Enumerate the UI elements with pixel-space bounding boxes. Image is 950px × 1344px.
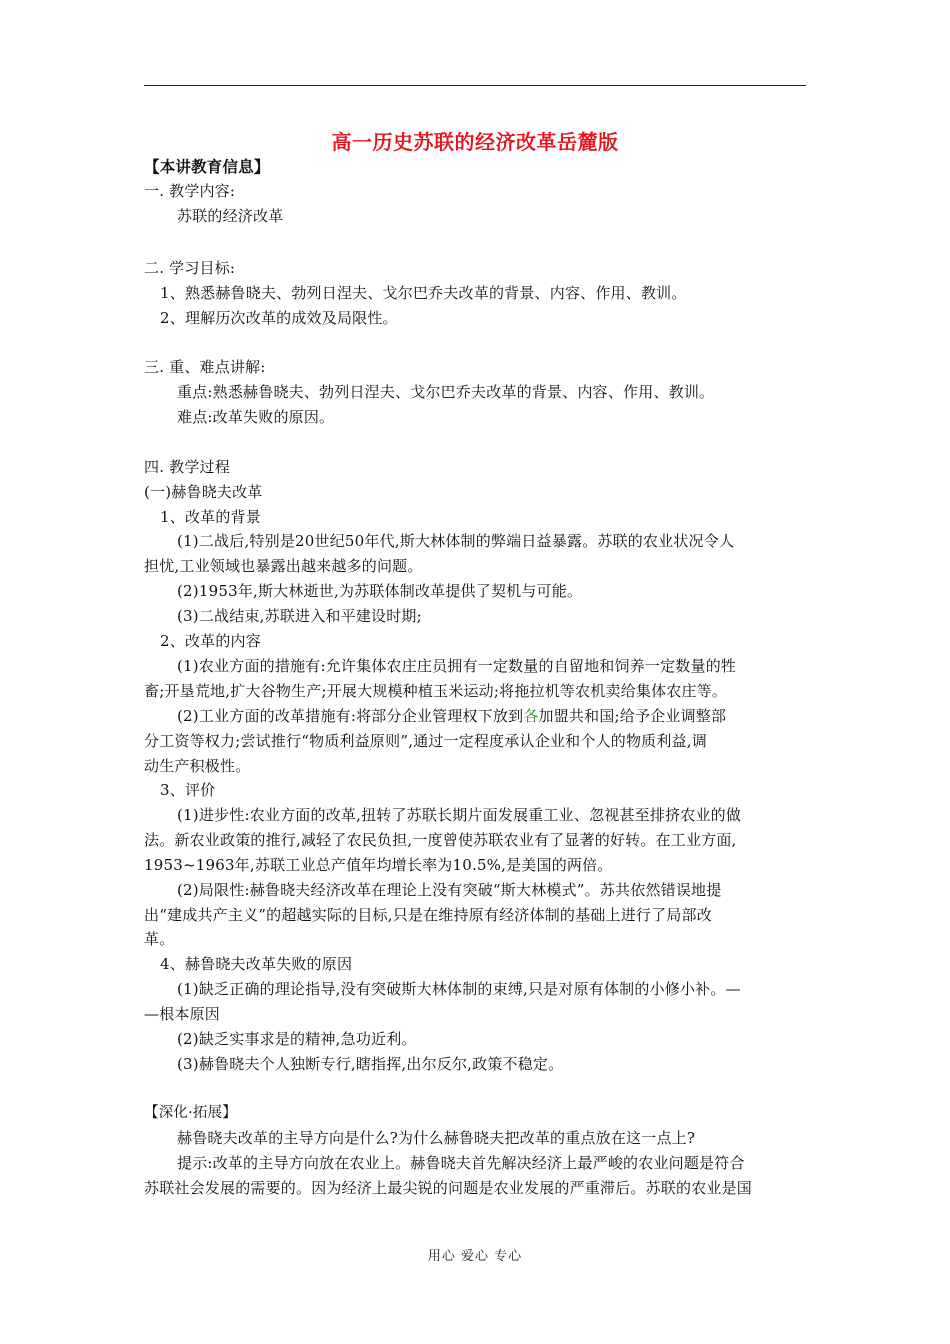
evaluation-heading: 3、评价 (160, 781, 216, 799)
failure-item-3: (3)赫鲁晓夫个人独断专行,瞎指挥,出尔反尔,政策不稳定。 (177, 1055, 564, 1073)
evaluation-item-2-line-2: 出“建成共产主义”的超越实际的目标,只是在维持原有经济体制的基础上进行了局部改 (144, 906, 712, 924)
difficult-point: 难点:改革失败的原因。 (177, 408, 335, 426)
failure-item-1-line-2: —根本原因 (144, 1005, 221, 1023)
page-footer: 用心 爱心 专心 (427, 1249, 523, 1264)
section-1-content: 苏联的经济改革 (177, 207, 284, 225)
header-rule (144, 85, 806, 86)
background-heading: 1、改革的背景 (160, 508, 261, 526)
part-1-heading: (一)赫鲁晓夫改革 (144, 483, 263, 501)
evaluation-item-1-line-1: (1)进步性:农业方面的改革,扭转了苏联长期片面发展重工业、忽视甚至排挤农业的做 (177, 806, 742, 824)
section-2-heading: 二. 学习目标: (144, 259, 236, 277)
evaluation-item-2-line-3: 革。 (144, 930, 175, 948)
evaluation-item-1-line-2: 法。新农业政策的推行,减轻了农民负担,一度曾使苏联农业有了显著的好转。在工业方面, (144, 831, 737, 849)
content-item-1-line-2: 畜;开垦荒地,扩大谷物生产;开展大规模种植玉米运动;将拖拉机等农机卖给集体农庄等。 (144, 682, 728, 700)
failure-item-1-line-1: (1)缺乏正确的理论指导,没有突破斯大林体制的束缚,只是对原有体制的小修小补。— (177, 980, 741, 998)
section-3-heading: 三. 重、难点讲解: (144, 358, 266, 376)
background-item-1-line-2: 担忧,工业领域也暴露出越来越多的问题。 (144, 557, 423, 575)
extension-hint-line-1: 提示:改革的主导方向放在农业上。赫鲁晓夫首先解决经济上最严峻的农业问题是符合 (177, 1154, 745, 1172)
content-item-2-text-a: (2)工业方面的改革措施有:将部分企业管理权下放到 (177, 707, 524, 725)
section-1-heading: 一. 教学内容: (144, 182, 236, 200)
extension-hint-line-2: 苏联社会发展的需要的。因为经济上最尖锐的问题是农业发展的严重滞后。苏联的农业是国 (144, 1179, 753, 1197)
section-4-heading: 四. 教学过程 (144, 458, 230, 476)
failure-heading: 4、赫鲁晓夫改革失败的原因 (160, 955, 353, 973)
background-item-1-line-1: (1)二战后,特别是20世纪50年代,斯大林体制的弊端日益暴露。苏联的农业状况令人 (177, 532, 735, 550)
content-item-2-line-2: 分工资等权力;尝试推行“物质利益原则”,通过一定程度承认企业和个人的物质利益,调 (144, 732, 707, 750)
highlighted-character: 各 (523, 707, 539, 725)
goal-item-2: 2、理解历次改革的成效及局限性。 (160, 309, 398, 327)
content-item-2-line-3: 动生产积极性。 (144, 757, 251, 775)
content-item-1-line-1: (1)农业方面的措施有:允许集体农庄庄员拥有一定数量的自留地和饲养一定数量的牲 (177, 657, 737, 675)
background-item-2: (2)1953年,斯大林逝世,为苏联体制改革提供了契机与可能。 (177, 582, 583, 600)
key-point: 重点:熟悉赫鲁晓夫、勃列日涅夫、戈尔巴乔夫改革的背景、内容、作用、教训。 (177, 383, 715, 401)
extension-question: 赫鲁晓夫改革的主导方向是什么?为什么赫鲁晓夫把改革的重点放在这一点上? (177, 1129, 696, 1147)
content-item-2-text-b: 加盟共和国;给予企业调整部 (538, 707, 727, 725)
goal-item-1: 1、熟悉赫鲁晓夫、勃列日涅夫、戈尔巴乔夫改革的背景、内容、作用、教训。 (160, 284, 687, 302)
extension-heading: 【深化·拓展】 (144, 1105, 238, 1121)
info-heading: 【本讲教育信息】 (144, 158, 270, 176)
evaluation-item-1-line-3: 1953~1963年,苏联工业总产值年均增长率为10.5%,是美国的两倍。 (144, 856, 613, 874)
background-item-3: (3)二战结束,苏联进入和平建设时期; (177, 607, 422, 625)
content-heading: 2、改革的内容 (160, 632, 261, 650)
page-title: 高一历史苏联的经济改革岳麓版 (331, 130, 619, 154)
failure-item-2: (2)缺乏实事求是的精神,急功近利。 (177, 1030, 417, 1048)
content-item-2-line-1 (177, 705, 726, 727)
evaluation-item-2-line-1: (2)局限性:赫鲁晓夫经济改革在理论上没有突破“斯大林模式”。苏共依然错误地提 (177, 881, 722, 899)
